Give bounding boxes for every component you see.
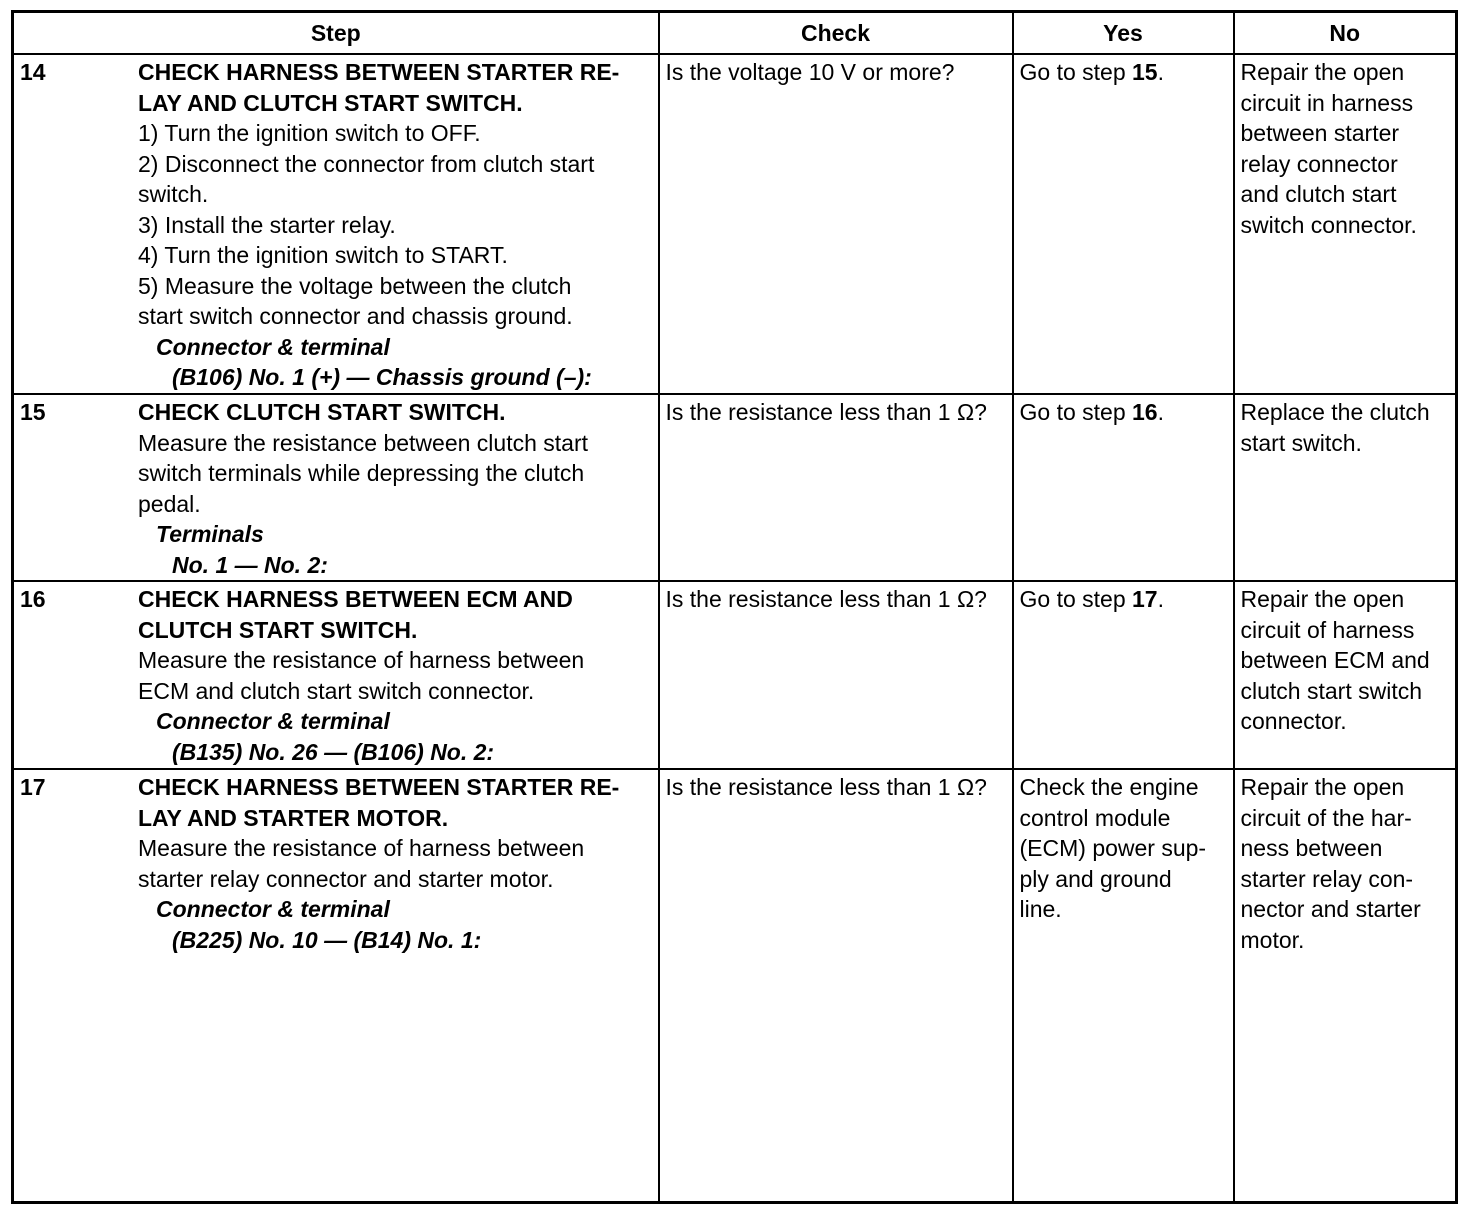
yes-prefix: Go to step [1019, 399, 1133, 425]
step-number: 14 [20, 59, 46, 85]
spec-label: Terminals [156, 521, 264, 547]
step-cell [13, 581, 659, 769]
spec-value: No. 1 — No. 2: [172, 551, 328, 578]
no-text-line: circuit in harness [1240, 89, 1414, 116]
no-text-line: starter relay con- [1240, 865, 1414, 892]
no-text-line: Repair the open [1240, 774, 1405, 800]
table-row [13, 769, 1457, 1203]
spec-value: (B135) No. 26 — (B106) No. 2: [172, 738, 495, 765]
header-row [13, 12, 1457, 55]
no-text-line: nector and starter [1240, 896, 1421, 922]
table-row [13, 394, 1457, 581]
no-cell [1234, 769, 1457, 1203]
no-text-line: circuit of harness [1240, 616, 1415, 643]
yes-text-line: line. [1019, 896, 1062, 922]
no-text-line: ness between [1240, 835, 1383, 861]
step-number: 15 [20, 399, 46, 425]
step-text-line: 3) Install the starter relay. [138, 211, 396, 238]
step-text-line: switch terminals while depressing the clutch [138, 460, 585, 486]
check-text: Is the resistance less than 1 Ω? [665, 774, 987, 800]
no-text-line: and clutch start [1240, 181, 1397, 207]
no-text-line: between ECM and [1240, 647, 1430, 673]
yes-step-number: 17 [1132, 586, 1158, 612]
header-yes: Yes [1013, 12, 1234, 55]
spec-label: Connector & terminal [156, 896, 390, 922]
check-cell [659, 394, 1013, 581]
check-cell [659, 54, 1013, 394]
yes-text-line: ply and ground [1019, 865, 1172, 892]
yes-prefix: Go to step [1019, 586, 1133, 612]
table-row [13, 54, 1457, 394]
no-text-line: between starter [1240, 120, 1400, 146]
header-step: Step [13, 12, 659, 55]
yes-text [1014, 582, 1233, 615]
step-text-line: 5) Measure the voltage between the clutch [138, 272, 572, 299]
no-text-line: relay connector [1240, 150, 1398, 177]
step-text-line: 2) Disconnect the connector from clutch start [138, 150, 595, 177]
no-text-line: start switch. [1240, 429, 1362, 456]
spec-label: Connector & terminal [156, 708, 390, 734]
yes-cell [1013, 394, 1234, 581]
no-cell [1234, 394, 1457, 581]
no-cell [1234, 54, 1457, 394]
step-text-line: starter relay connector and starter motor. [138, 865, 554, 892]
yes-text-line: Check the engine [1019, 774, 1199, 800]
no-text-line: connector. [1240, 708, 1347, 734]
yes-text-line: (ECM) power sup- [1019, 835, 1207, 861]
step-text-line: Measure the resistance of harness between [138, 835, 585, 861]
spec-label: Connector & terminal [156, 333, 390, 360]
step-cell [13, 769, 659, 1203]
yes-suffix: . [1157, 399, 1164, 425]
no-text-line: switch connector. [1240, 211, 1417, 238]
no-text-line: motor. [1240, 926, 1305, 953]
yes-step-number: 15 [1132, 59, 1158, 85]
yes-cell [1013, 54, 1234, 394]
table-row [13, 581, 1457, 769]
yes-cell [1013, 769, 1234, 1203]
check-text: Is the voltage 10 V or more? [665, 59, 955, 85]
header-check: Check [659, 12, 1013, 55]
step-title-line: CHECK HARNESS BETWEEN STARTER RE- [138, 59, 620, 85]
yes-cell [1013, 581, 1234, 769]
step-text-line: pedal. [138, 490, 201, 517]
no-text-line: Replace the clutch [1240, 399, 1430, 425]
spec-value: (B225) No. 10 — (B14) No. 1: [172, 926, 482, 953]
yes-prefix: Go to step [1019, 59, 1133, 85]
yes-step-number: 16 [1132, 399, 1158, 425]
step-cell [13, 54, 659, 394]
step-title-line: CHECK HARNESS BETWEEN STARTER RE- [138, 774, 620, 800]
no-text-line: Repair the open [1240, 59, 1405, 85]
step-text-line: switch. [138, 181, 209, 207]
step-title-line: CHECK HARNESS BETWEEN ECM AND [138, 586, 573, 612]
step-title-line: LAY AND STARTER MOTOR. [138, 804, 449, 831]
step-title-line: CLUTCH START SWITCH. [138, 616, 418, 643]
step-text-line: 1) Turn the ignition switch to OFF. [138, 120, 481, 146]
no-text-line: circuit of the har- [1240, 804, 1412, 831]
step-text-line: start switch connector and chassis ground. [138, 303, 573, 329]
step-number: 17 [20, 774, 46, 800]
spec-value: (B106) No. 1 (+) — Chassis ground (–): [172, 364, 592, 390]
yes-suffix: . [1157, 586, 1164, 612]
yes-text [1014, 55, 1233, 88]
step-title-line: LAY AND CLUTCH START SWITCH. [138, 89, 523, 116]
diagnosis-table [11, 10, 1458, 1204]
step-text-line: Measure the resistance between clutch start [138, 429, 589, 456]
header-no: No [1234, 12, 1457, 55]
step-title-line: CHECK CLUTCH START SWITCH. [138, 399, 506, 425]
yes-text-line: control module [1019, 804, 1171, 831]
check-cell [659, 581, 1013, 769]
yes-text [1014, 395, 1233, 428]
no-text-line: clutch start switch [1240, 677, 1422, 704]
step-text-line: ECM and clutch start switch connector. [138, 677, 535, 704]
no-text-line: Repair the open [1240, 586, 1405, 612]
check-text: Is the resistance less than 1 Ω? [665, 586, 987, 612]
yes-suffix: . [1157, 59, 1164, 85]
check-text: Is the resistance less than 1 Ω? [665, 399, 987, 425]
no-cell [1234, 581, 1457, 769]
step-text-line: 4) Turn the ignition switch to START. [138, 242, 508, 268]
step-text-line: Measure the resistance of harness between [138, 647, 585, 673]
step-number: 16 [20, 586, 46, 612]
check-cell [659, 769, 1013, 1203]
step-cell [13, 394, 659, 581]
